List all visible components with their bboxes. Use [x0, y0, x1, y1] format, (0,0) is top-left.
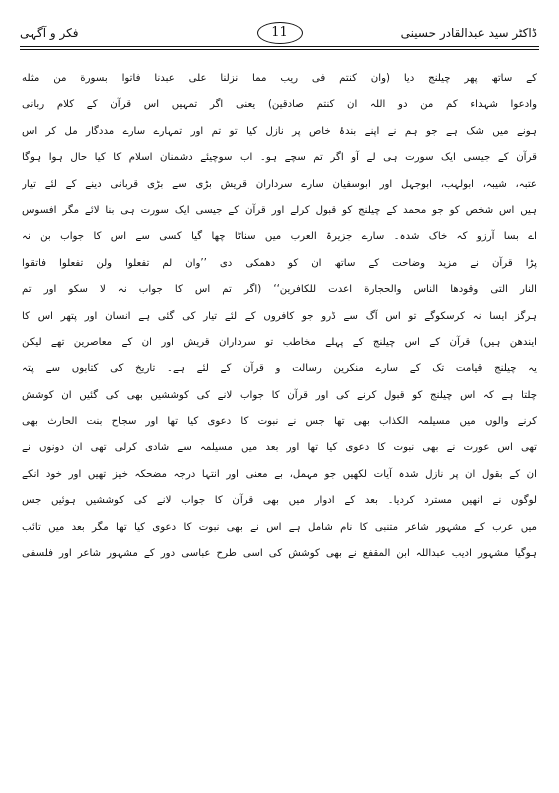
text-line: قرآن کے جیسی ایک سورت ہی لے آو اگر تم سچے ہو۔ اب سوچیئے دشمنان اسلام کا کیا حال ہوا ہوگا: [22, 152, 537, 164]
text-line: کے ساتھ پھر چیلنج دیا (وان کنتم فی ریب مما نزلنا علی عبدنا فاتوا بسورة من مثله: [22, 73, 537, 84]
text-line: ہونے میں شک ہے جو ہم نے اپنے بندۂ خاص پر نازل کیا تو تم اور تمہارے سارے مددگار مل کر اس: [22, 125, 537, 137]
text-line: میں عرب کے مشہور شاعر متنبی کا نام شامل ہے اس نے بھی نبوت کا دعوی کیا تھا مگر بعد میں تائب: [22, 521, 537, 533]
body-text: [22, 66, 537, 567]
text-line: وادعوا شہداء کم من دو اللہ ان کنتم صادقین) یعنی اگر تمہیں اس قرآن کے کلام ربانی: [22, 99, 537, 111]
text-line: کرنے والوں میں مسیلمہ الکذاب بھی تھا جس نے نبوت کا دعوی کیا تھا اور سجاح بنت الحارث بھی: [22, 416, 537, 428]
text-line: ہرگز ایسا نہ کرسکوگے تو اس آگ سے ڈرو جو کافروں کے لئے تیار کی گئی ہے انسان اور پتھر اس کا: [22, 310, 537, 322]
text-line: ہوگیا مشہور ادیب عبداللہ ابن المقفع نے بھی کوشش کی اسی طرح عباسی دور کے مشہور شاعر اور فلسفی: [22, 548, 537, 560]
text-line: لوگوں نے انھیں مسترد کردیا۔ بعد کے ادوار میں بھی قرآن کا جواب لانے کی کوششیں ہوئیں جس: [22, 495, 537, 507]
text-line: النار التی وقودھا الناس والحجارة اعدت للکافرین‘‘ (اگر تم اس کا جواب نہ لا سکو اور تم: [22, 284, 537, 296]
text-line: پڑا قرآن نے مزید وضاحت کے ساتھ ان کو دھمکی دی ’’وان لم تفعلوا ولن تفعلوا فاتقوا: [22, 257, 537, 269]
text-line: اے بسا آرزو کہ خاک شدہ۔ سارے جزیرۃ العرب میں سناٹا چھا گیا کسی سے اس کا جواب بن نہ: [22, 231, 537, 243]
text-line: یہ چیلنج قیامت تک کے سارے منکرین رسالت و قرآن کے لئے ہے۔ تاریخ کی کتابوں سے پتہ: [22, 363, 537, 375]
page-header: [20, 22, 539, 62]
header-rule-bottom: [20, 49, 539, 50]
page-number: 11: [257, 22, 303, 44]
header-rule-top: [20, 46, 539, 47]
text-line: چلتا ہے کہ اس چیلنج کو قبول کرنے کی اور قرآن کا جواب لانے کی کوششیں بھی کی گئیں ان کوشش: [22, 389, 537, 401]
text-line: ایندھن ہیں) قرآن کے اس چیلنج کے پہلے مخاطب تو سرداران قریش اور ان کے معاصرین تھے لیکن: [22, 336, 537, 348]
text-line: تھی اس عورت نے بھی نبوت کا دعوی کیا تھا اور بعد میں مسیلمہ سے شادی کرلی تھی ان دونوں نے: [22, 442, 537, 454]
text-line: ان کے بقول ان پر نازل شدہ آیات لکھیں جو مہمل، بے معنی اور انتہا درجہ مضحکہ خیز تھیں اور خود انکے: [22, 468, 537, 480]
text-line: عتبہ، شیبہ، ابولہب، ابوجہل اور ابوسفیان سارے سرداران قریش بڑی سے بڑی قربانی دینے کے لئے تیار: [22, 178, 537, 190]
text-line: ہیں اس شخص کو جو محمد کے چیلنج کو قبول کرلے اور قرآن کے جیسی ایک سورت ہی بنا لائے مگر افسوس: [22, 204, 537, 216]
author-name: ڈاکٹر سید عبدالقادر حسینی: [400, 26, 537, 40]
book-title: فکر و آگہی: [20, 26, 79, 40]
